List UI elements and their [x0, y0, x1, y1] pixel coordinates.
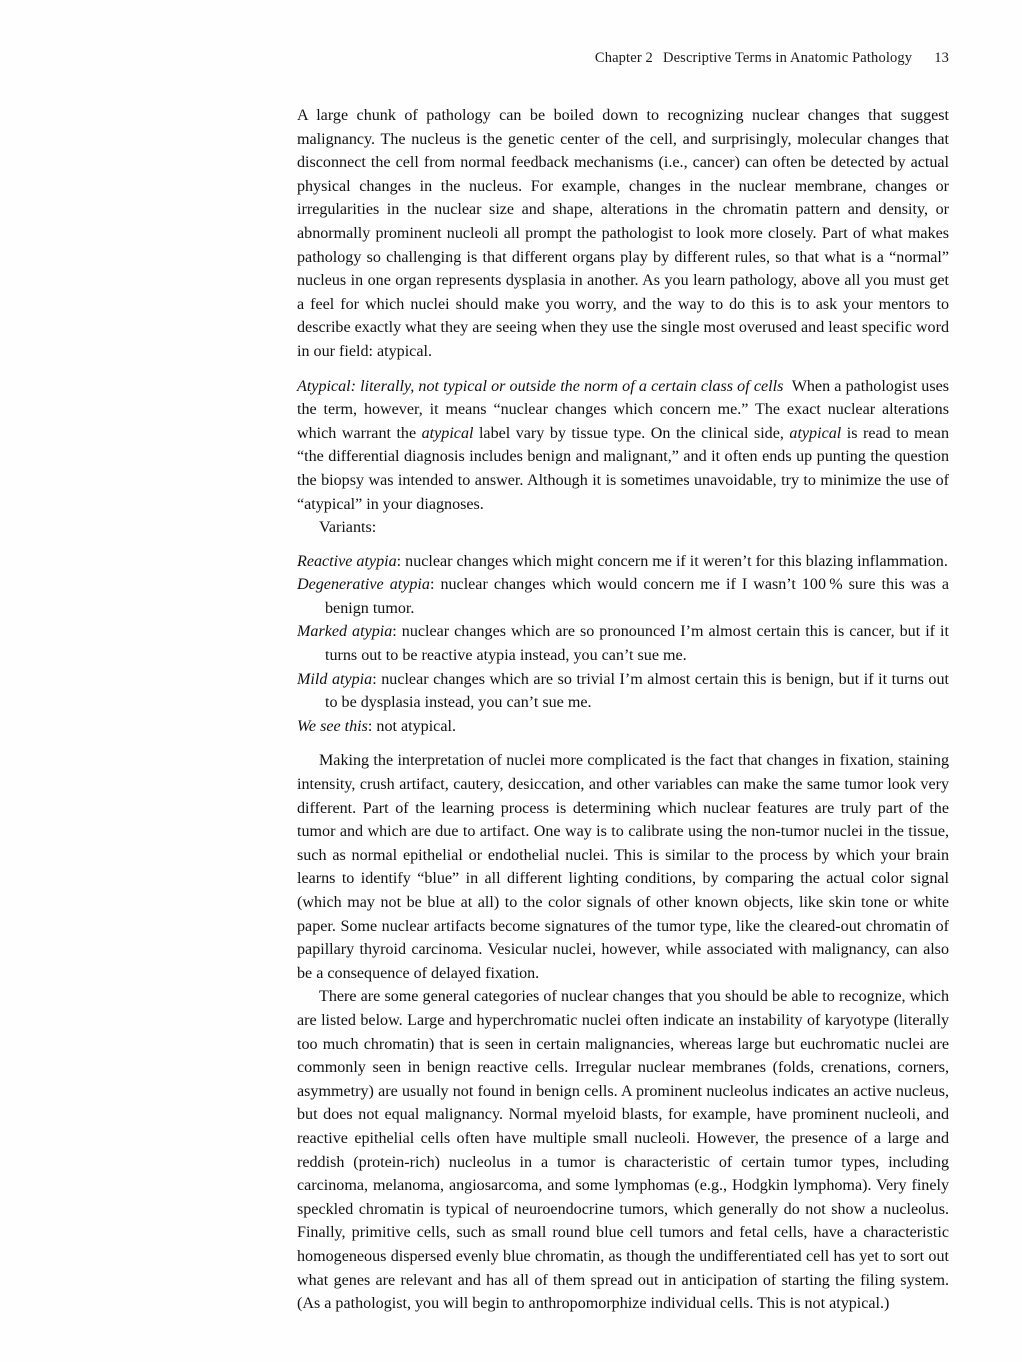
variant-item-marked-atypia	[297, 620, 949, 667]
variant-text: : nuclear changes which might concern me if it weren’t for this blazing inflammation.	[396, 552, 948, 570]
variant-item-reactive-atypia	[297, 550, 949, 574]
variant-item-degenerative-atypia	[297, 573, 949, 620]
definition-text-b: label vary by tissue type. On the clinical side,	[473, 424, 790, 442]
definition-text-c: is read to mean “the differential diagnosis includes benign and malignant,” and it often ends up punting the question the biopsy was intended to answer. Although it is sometimes unavoidable, try to minimize the use of “atypical” in your diagnoses.	[297, 424, 949, 513]
definition-text-a: When a pathologist uses the term, however, it means “nuclear changes which concern me.” The exact nuclear alterations which warrant the	[297, 377, 949, 442]
variant-term: Mild atypia	[297, 670, 373, 688]
running-head	[297, 50, 949, 67]
definition-term: Atypical: literally, not typical or outside the norm of a certain class of cells	[297, 377, 784, 395]
variant-text: : nuclear changes which would concern me if I wasn’t 100 % sure this was a benign tumor.	[325, 576, 949, 617]
variant-text: : nuclear changes which are so pronounced I’m almost certain this is cancer, but if it turns out to be reactive atypia instead, you can’t sue me.	[325, 623, 949, 665]
variants-label: Variants:	[319, 519, 377, 537]
page-number: 13	[934, 50, 949, 66]
paragraph-interpretation-artifacts: Making the interpretation of nuclei more complicated is the fact that changes in fixation, staining intensity, crush artifact, cautery, desiccation, and other variables can make the same tumor look very different. Part of the learning process is determining which nuclear features are truly part of the tumor and which are due to artifact. One way is to calibrate using the non-tumor nuclei in the tissue, such as normal epithelial or endothelial nuclei. This is similar to the process by which your brain learns to identify “blue” in all different lighting conditions, by comparing the actual color signal (which may not be blue at all) to the color signals of other known objects, like skin tone or white paper. Some nuclear artifacts become signatures of the tumor type, like the cleared-out chromatin of papillary thyroid carcinoma. Vesicular nuclei, however, while associated with malignancy, can also be a consequence of delayed fixation.	[297, 752, 949, 982]
variant-term: Reactive atypia	[297, 552, 397, 570]
body-text	[297, 104, 949, 1316]
paragraph-nuclear-changes: A large chunk of pathology can be boiled down to recognizing nuclear changes that suggest malignancy. The nucleus is the genetic center of the cell, and surprisingly, molecular changes that disconnect the cell from normal feedback mechanisms (i.e., cancer) can often be detected by actual physical changes in the nucleus. For example, changes in the nuclear membrane, changes or irregularities in the nuclear size and shape, alterations in the chromatin pattern and density, or abnormally prominent nucleoli all prompt the pathologist to look more closely. Part of what makes pathology so challenging is that different organs play by different rules, so that what is a “normal” nucleus in one organ represents dysplasia in another. As you learn pathology, above all you must get a feel for which nuclei should make you worry, and the way to do this is to ask your mentors to describe exactly what they are seeing when they use the single most overused and least specific word in our field: atypical.	[297, 107, 949, 360]
variant-text: : nuclear changes which are so trivial I’m almost certain this is benign, but if it turns out to be dysplasia instead, you can’t sue me.	[325, 670, 949, 712]
variant-term: We see this	[297, 717, 368, 735]
variant-term: Degenerative atypia	[297, 576, 430, 594]
running-head-chapter-label: Chapter 2	[594, 50, 653, 66]
paragraph-atypical-definition	[297, 375, 949, 517]
paragraph-nuclear-categories: There are some general categories of nuclear changes that you should be able to recognize, which are listed below. Large and hyperchromatic nuclei often indicate an instability of karyotype (literally too much chromatin) that is seen in certain malignancies, whereas large but euchromatic nuclei are commonly seen in benign reactive cells. Irregular nuclear membranes (folds, crenations, corners, asymmetry) are usually not found in benign cells. A prominent nucleolus indicates an active nucleus, but does not equal malignancy. Normal myeloid blasts, for example, have prominent nucleoli, and reactive epithelial cells often have multiple small nucleoli. However, the presence of a large and reddish (protein-rich) nucleolus in a tumor is characteristic of certain tumor types, including carcinoma, melanoma, angiosarcoma, and some lymphomas (e.g., Hodgkin lymphoma). Very finely speckled chromatin is typical of neuroendocrine tumors, which generally do not show a nucleolus. Finally, primitive cells, such as small round blue cell tumors and fetal cells, have a characteristic homogeneous dispersed evenly blue chromatin, as though the undifferentiated cell has yet to sort out what genes are relevant and has all of them spread out in anticipation of starting the filing system. (As a pathologist, you will begin to anthropomorphize individual cells. This is not atypical.)	[297, 988, 949, 1313]
definition-italic-atypical-2: atypical	[789, 424, 842, 442]
variant-text: : not atypical.	[367, 717, 456, 735]
variant-item-we-see-this	[297, 715, 949, 739]
page-content	[297, 50, 949, 1316]
definition-italic-atypical-1: atypical	[421, 424, 474, 442]
running-head-chapter-title: Descriptive Terms in Anatomic Pathology	[662, 50, 913, 66]
variant-item-mild-atypia	[297, 668, 949, 715]
definition-gap	[783, 378, 791, 395]
variant-term: Marked atypia	[297, 623, 393, 641]
